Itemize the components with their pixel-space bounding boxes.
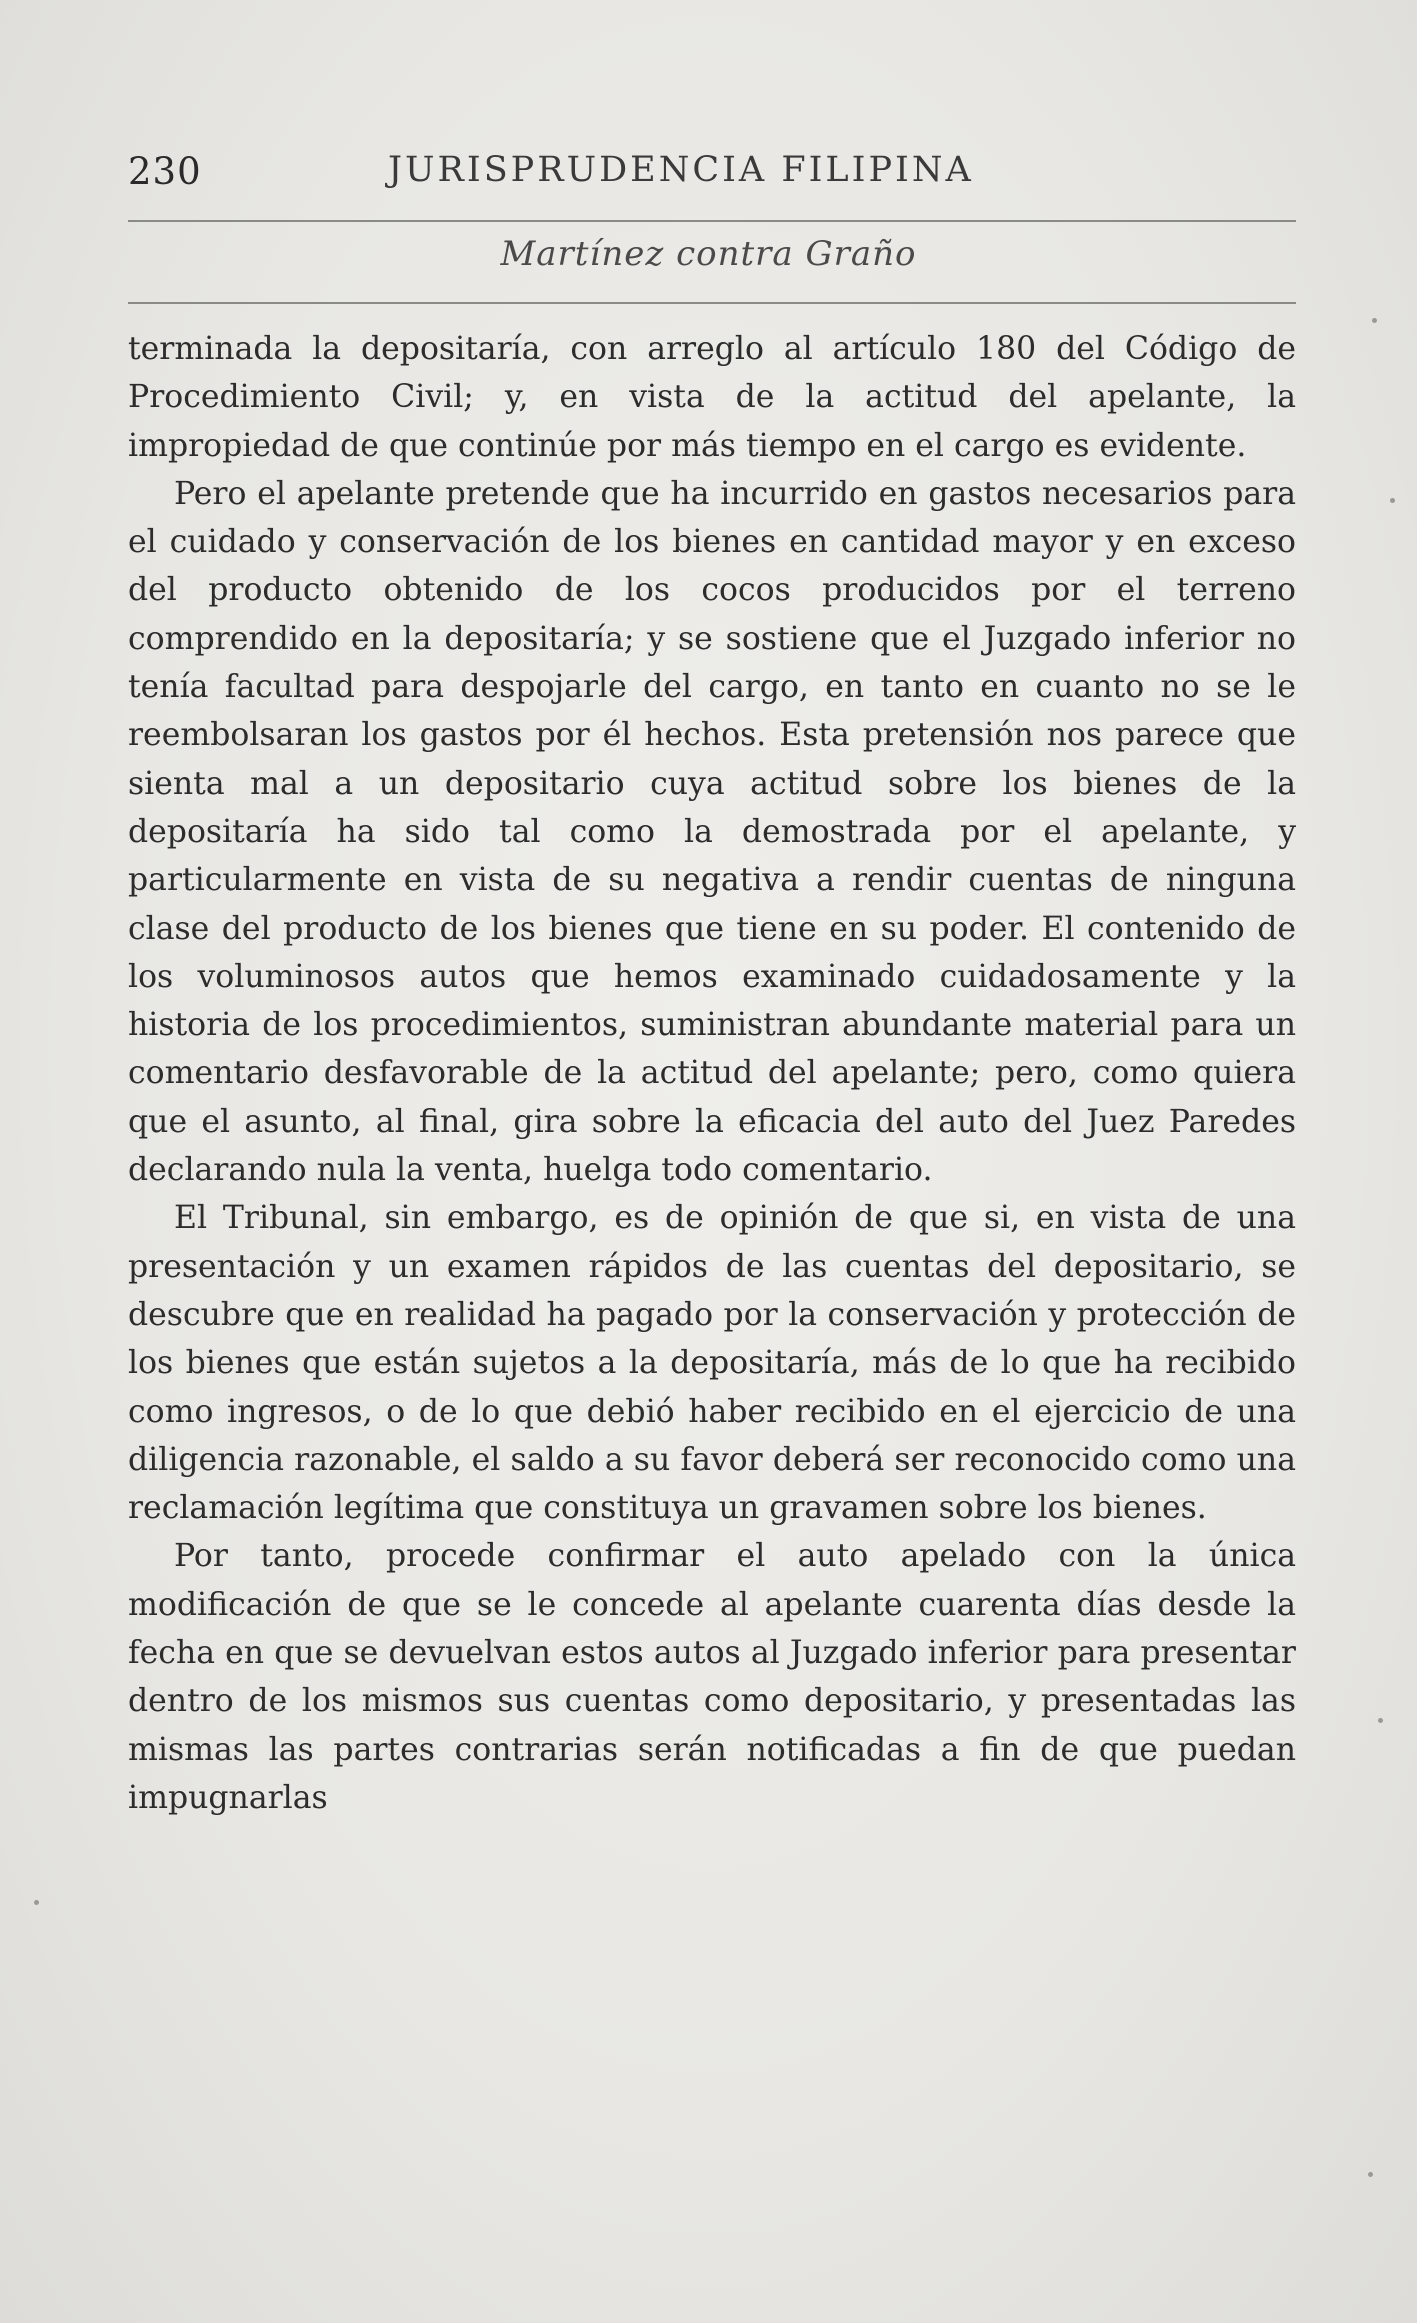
page-header [128, 150, 1296, 210]
page-number: 230 [128, 150, 202, 193]
paragraph: El Tribunal, sin embargo, es de opinión de que si, en vista de una presentación y un examen rápidos de las cuentas del depositario, se descubre que en realidad ha pagado por la conservación y protección de los bienes que están sujetos a la depositaría, más de lo que ha recibido como ingresos, o de lo que debió haber recibido en el ejercicio de una diligencia razonable, el saldo a su favor deberá ser reconocido como una reclamación legítima que constituya un gravamen sobre los bienes. [128, 1200, 1296, 1527]
running-head: JURISPRUDENCIA FILIPINA [388, 150, 974, 190]
paragraph-continuation: terminada la depositaría, con arreglo al artículo 180 del Código de Procedimiento Civil; y, en vista de la actitud del apelante, la impropiedad de que continúe por más tiempo en el cargo es evidente. [128, 331, 1296, 464]
body-text [128, 325, 1296, 1822]
paragraph: Por tanto, procede confirmar el auto apelado con la única modificación de que se le concede al apelante cuarenta días desde la fecha en que se devuelvan estos autos al Juzgado inferior para presentar dentro de los mismos sus cuentas como depositario, y presentadas las mismas las partes contrarias serán notificadas a fin de que puedan impugnarlas [128, 1538, 1296, 1816]
paper-speck [1372, 318, 1377, 323]
paper-speck [1378, 1718, 1383, 1723]
paper-speck [1390, 498, 1395, 503]
paragraph: Pero el apelante pretende que ha incurrido en gastos necesarios para el cuidado y conservación de los bienes en cantidad mayor y en exceso del producto obtenido de los cocos producidos por el terreno comprendido en la depositaría; y se sostiene que el Juzgado inferior no tenía facultad para despojarle del cargo, en tanto en cuanto no se le reembolsaran los gastos por él hechos. Esta pretensión nos parece que sienta mal a un depositario cuya actitud sobre los bienes de la depositaría ha sido tal como la demostrada por el apelante, y particularmente en vista de su negativa a rendir cuentas de ninguna clase del producto de los bienes que tiene en su poder. El contenido de los voluminosos autos que hemos examinado cuidadosamente y la historia de los procedimientos, suministran abundante material para un comentario desfavorable de la actitud del apelante; pero, como quiera que el asunto, al final, gira sobre la eficacia del auto del Juez Paredes declarando nula la venta, huelga todo comentario. [128, 475, 1296, 1189]
header-rule-top [128, 220, 1296, 222]
header-rule-bottom [128, 302, 1296, 304]
paper-speck [1368, 2172, 1373, 2177]
paper-speck [34, 1900, 39, 1905]
case-title: Martínez contra Graño [500, 234, 917, 274]
